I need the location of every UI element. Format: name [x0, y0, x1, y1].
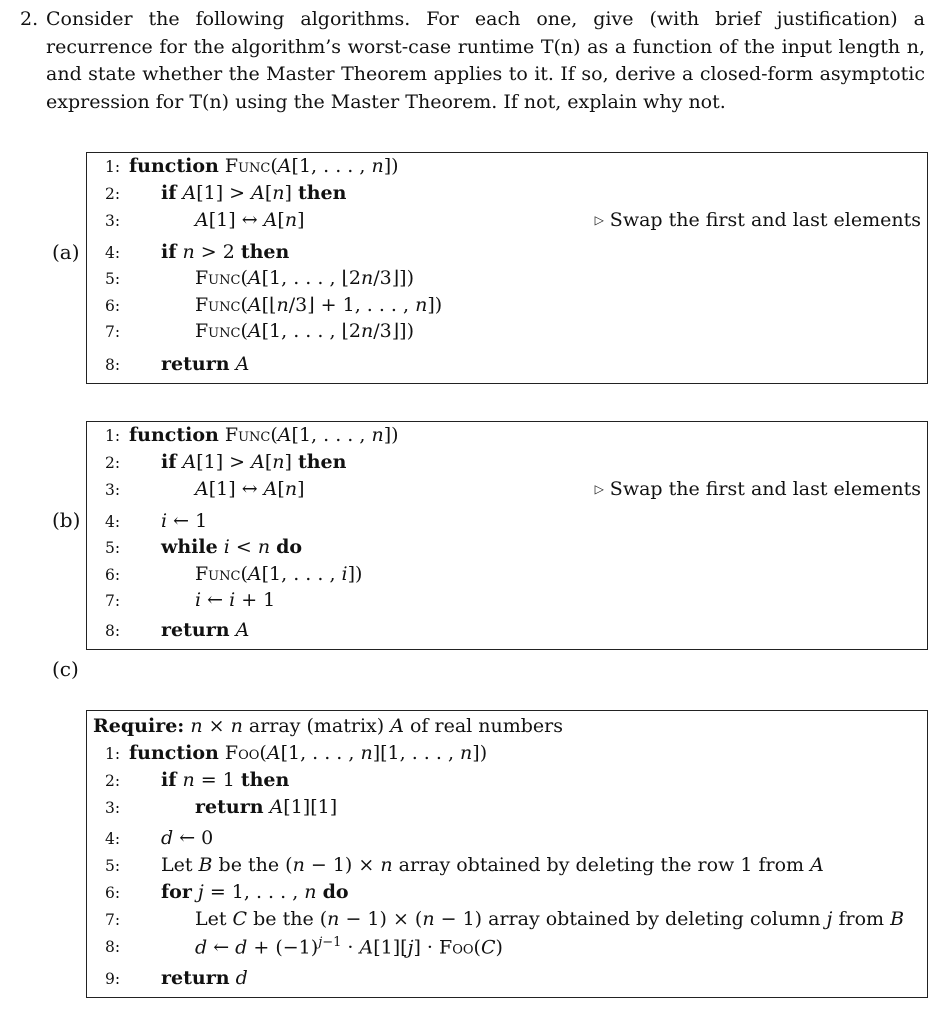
- code-line: 6: Func(A[⌊n/3⌋ + 1, . . . , n]): [105, 294, 443, 316]
- algorithm-box-b: [86, 421, 928, 650]
- part-label-a: (a): [52, 240, 80, 264]
- code-line: 1: function Func(A[1, . . . , n]): [105, 424, 399, 446]
- code-line: 8: return A: [105, 353, 250, 375]
- part-label-c: (c): [52, 657, 79, 681]
- code-line: 4: d ← 0: [105, 827, 214, 849]
- problem-number: 2.: [20, 8, 39, 30]
- code-line: 3: return A[1][1]: [105, 796, 338, 818]
- comment-triangle-icon: ▷: [594, 213, 604, 227]
- problem-text: Consider the following algorithms. For each one, give (with brief justification) a recurrence for the algorithm’s worst-case runtime T(n) as a function of the input length n, and state whether the Master Theorem applies to it. If so, derive a closed-form asymptotic expression for T(n) using the Master Theorem. If not, explain why not.: [46, 8, 925, 113]
- code-line: 3: A[1] ↔ A[n] ▷ Swap the first and last elements: [105, 209, 921, 231]
- require-label: Require:: [93, 715, 185, 737]
- code-line: 1: function Func(A[1, . . . , n]): [105, 155, 399, 177]
- code-line: 7: Func(A[1, . . . , ⌊2n/3⌋]): [105, 320, 415, 342]
- code-line: 1: function Foo(A[1, . . . , n][1, . . . , n]): [105, 742, 488, 764]
- code-line: 2: if n = 1 then: [105, 769, 290, 791]
- problem-statement: [20, 6, 925, 116]
- code-line: 6: Func(A[1, . . . , i]): [105, 563, 363, 585]
- require-line: Require: n × n array (matrix) A of real numbers: [93, 715, 564, 737]
- code-line: 6: for j = 1, . . . , n do: [105, 881, 349, 903]
- code-line: 5: Func(A[1, . . . , ⌊2n/3⌋]): [105, 267, 415, 289]
- code-line: 5: Let B be the (n − 1) × n array obtained by deleting the row 1 from A: [105, 854, 824, 876]
- code-comment: ▷ Swap the first and last elements: [594, 478, 921, 500]
- code-line: 4: i ← 1: [105, 510, 208, 532]
- code-line: 5: while i < n do: [105, 536, 303, 558]
- code-line: 2: if A[1] > A[n] then: [105, 451, 347, 473]
- code-comment: ▷ Swap the first and last elements: [594, 209, 921, 231]
- code-line: 4: if n > 2 then: [105, 241, 290, 263]
- code-line: 7: Let C be the (n − 1) × (n − 1) array obtained by deleting column j from B: [105, 908, 905, 930]
- code-line: 9: return d: [105, 967, 248, 989]
- part-label-b: (b): [52, 508, 81, 532]
- code-line: 3: A[1] ↔ A[n] ▷ Swap the first and last elements: [105, 478, 921, 500]
- algorithm-box-c: [86, 710, 928, 998]
- code-line: 7: i ← i + 1: [105, 589, 276, 611]
- code-line: 8: d ← $d + (-1)^{j-1} \cdot A[1][j] \cdot Foo(C)$: [105, 935, 503, 959]
- comment-triangle-icon: ▷: [594, 482, 604, 496]
- code-line: 8: return A: [105, 619, 250, 641]
- code-line: 2: if A[1] > A[n] then: [105, 182, 347, 204]
- algorithm-box-a: [86, 152, 928, 384]
